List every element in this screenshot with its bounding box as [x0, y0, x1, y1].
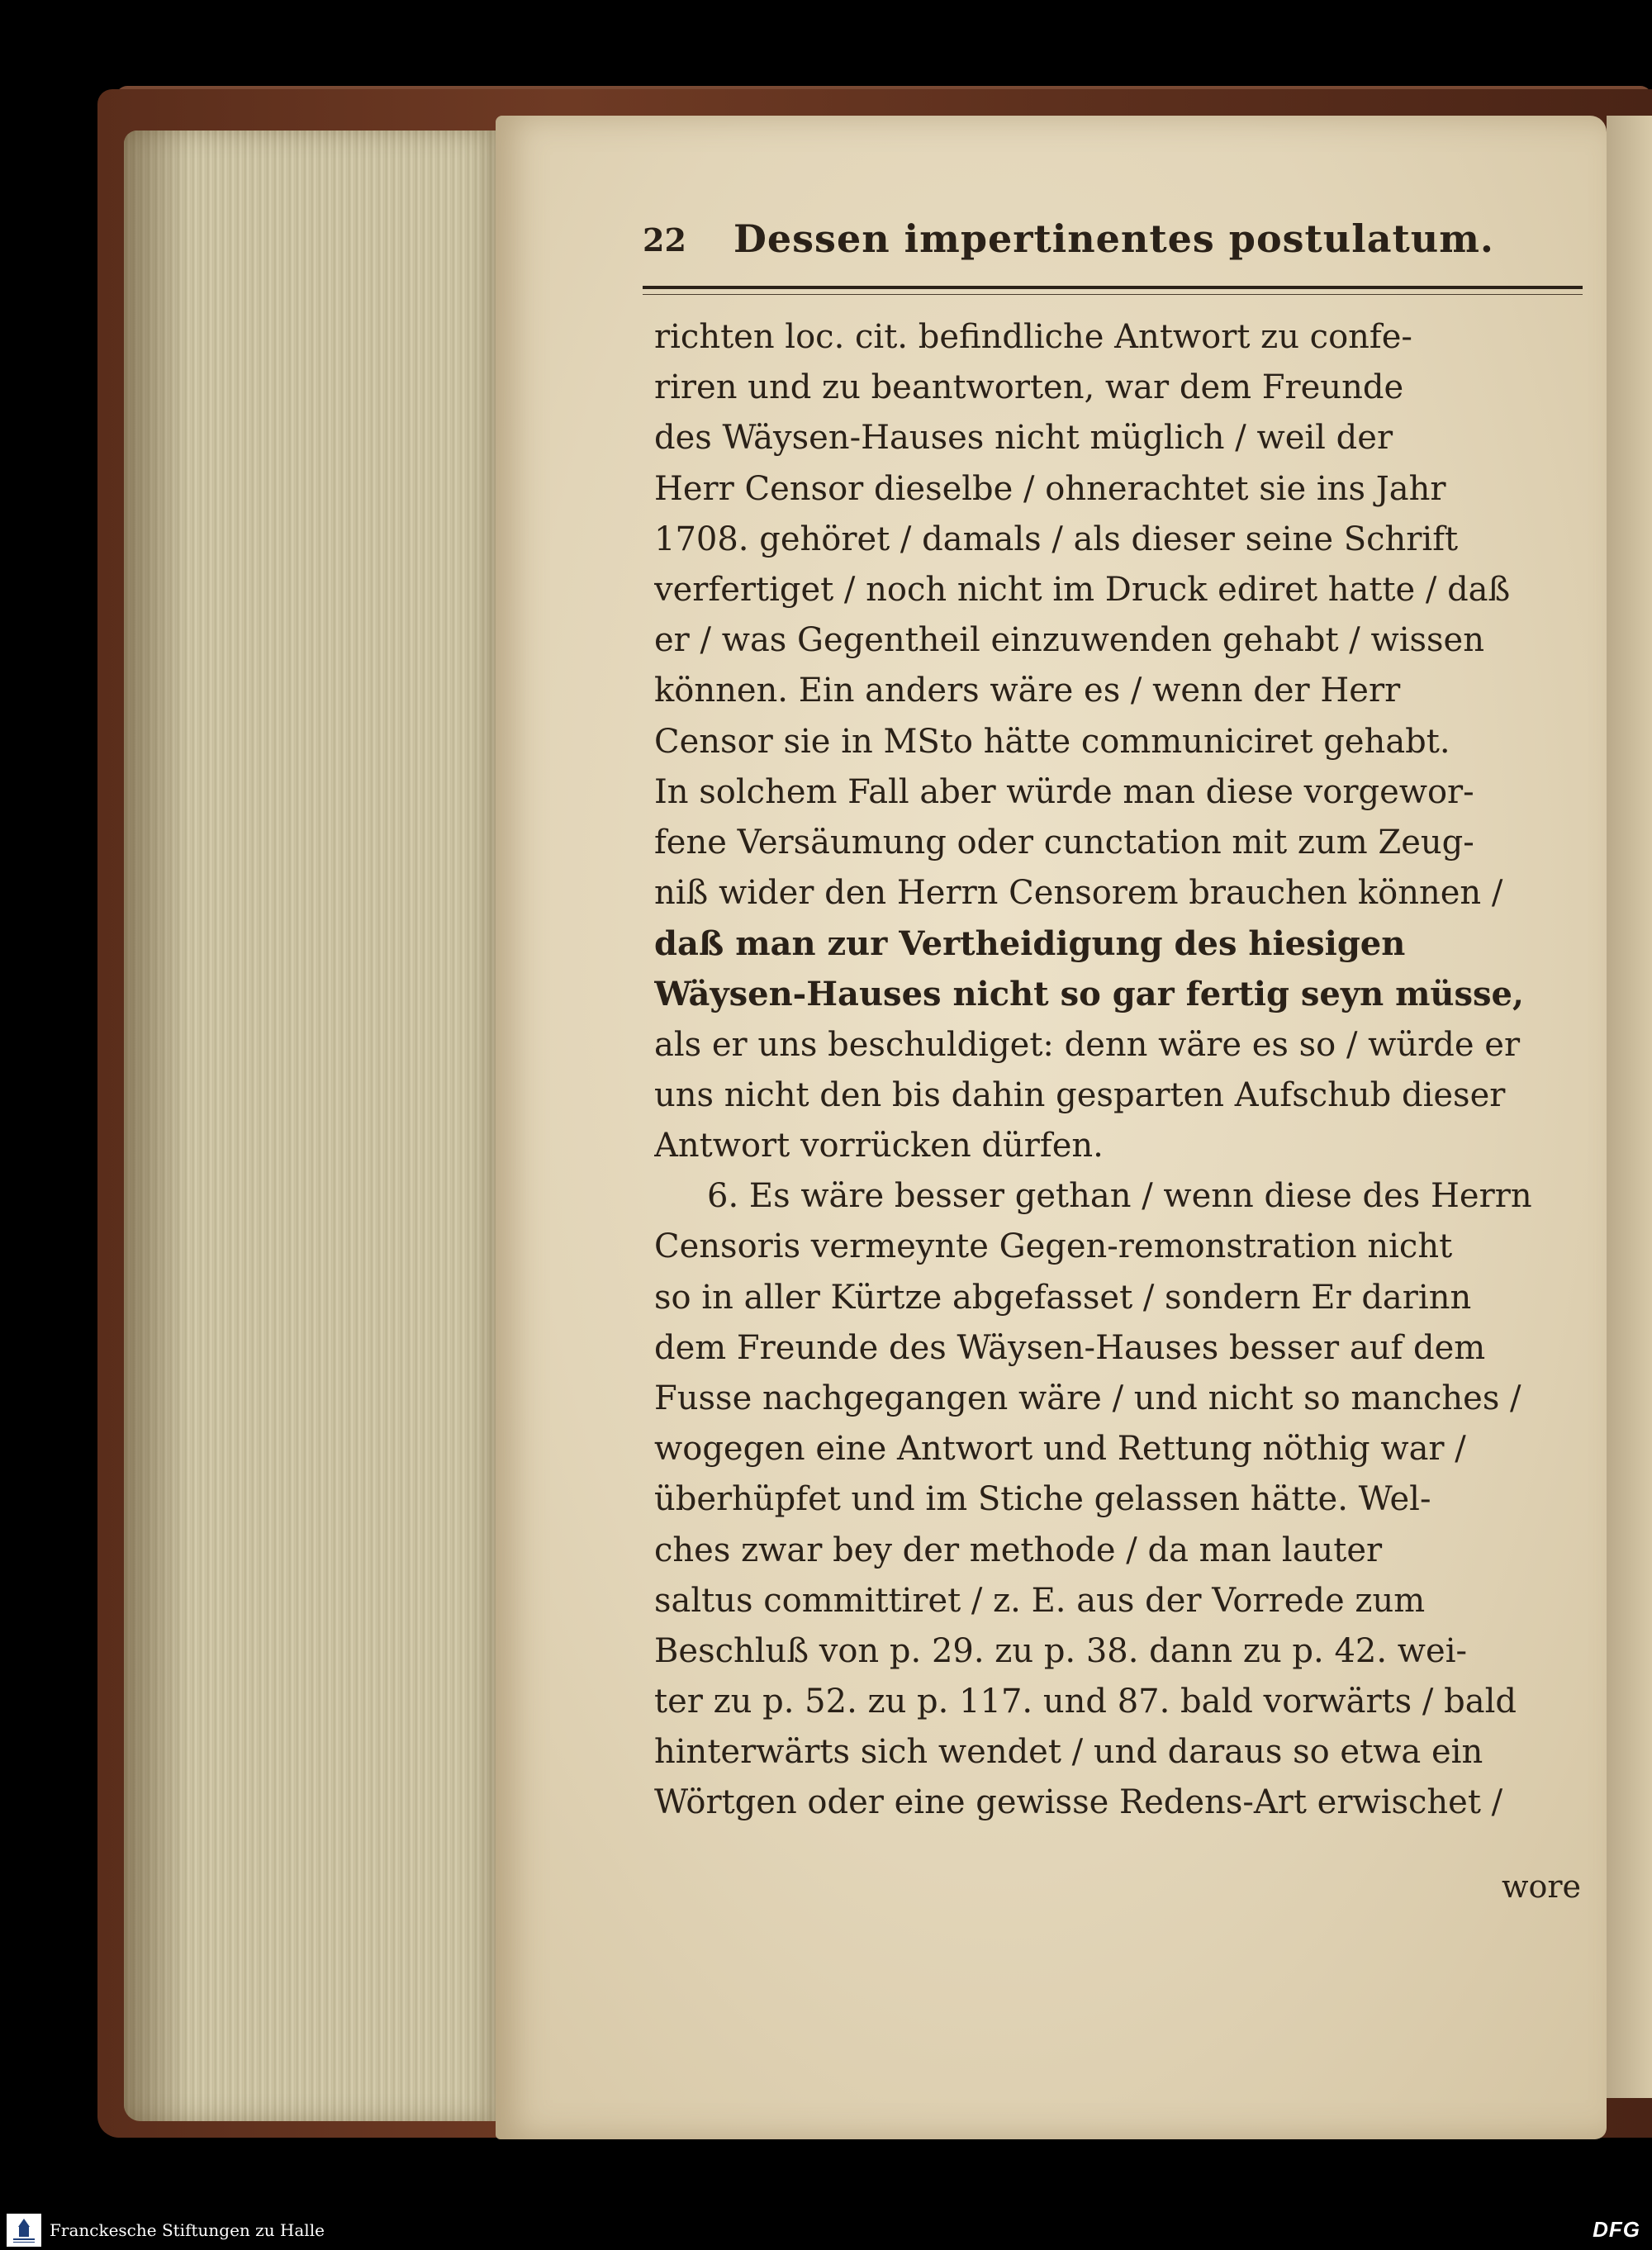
text-line: Wörtgen oder eine gewisse Redens-Art erwischet / — [654, 1783, 1503, 1822]
text-line: als er uns beschuldiget: denn wäre es so / würde er — [654, 1025, 1521, 1064]
text-line: 1708. gehöret / damals / als dieser seine Schrift — [654, 520, 1459, 558]
header-rule — [643, 286, 1583, 289]
text-line: hinterwärts sich wendet / und daraus so etwa ein — [654, 1733, 1483, 1772]
text-line: riren und zu beantworten, war dem Freunde — [654, 368, 1404, 407]
text-line: Wäysen-Hauses nicht so gar fertig seyn müsse, — [654, 975, 1524, 1014]
institution-label: Franckesche Stiftungen zu Halle — [50, 2220, 325, 2240]
institution-logo-icon — [7, 2214, 41, 2247]
text-line: fene Versäumung oder cunctation mit zum Zeug- — [654, 823, 1474, 862]
text-line: 6. Es wäre besser gethan / wenn diese des Herrn — [707, 1177, 1532, 1216]
text-line: ches zwar bey der methode / da man lauter — [654, 1531, 1383, 1569]
text-line: dem Freunde des Wäysen-Hauses besser auf dem — [654, 1328, 1486, 1367]
text-line: können. Ein anders wäre es / wenn der Herr — [654, 672, 1401, 710]
text-line: richten loc. cit. befindliche Antwort zu confe- — [654, 318, 1412, 356]
body-text — [654, 312, 1588, 1829]
text-line: Censoris vermeynte Gegen-remonstration nicht — [654, 1227, 1453, 1266]
text-line: Antwort vorrücken dürfen. — [654, 1127, 1104, 1165]
text-line: daß man zur Vertheidigung des hiesigen — [654, 924, 1406, 964]
text-line: Herr Censor dieselbe / ohnerachtet sie ins Jahr — [654, 469, 1446, 508]
text-line: er / was Gegentheil einzuwenden gehabt / wissen — [654, 621, 1484, 660]
text-line: überhüpfet und im Stiche gelassen hätte. Wel- — [654, 1480, 1431, 1519]
page-number: 22 — [643, 221, 686, 259]
text-line: verfertiget / noch nicht im Druck ediret hatte / daß — [654, 570, 1511, 609]
text-line: ter zu p. 52. zu p. 117. und 87. bald vorwärts / bald — [654, 1683, 1517, 1721]
text-line: wogegen eine Antwort und Rettung nöthig war / — [654, 1430, 1466, 1469]
text-line: Censor sie in MSto hätte communiciret gehabt. — [654, 722, 1450, 761]
catchword: wore — [1501, 1868, 1581, 1905]
page-header — [643, 216, 1584, 274]
text-line: Fusse nachgegangen wäre / und nicht so manches / — [654, 1379, 1521, 1417]
header-rule-thin — [643, 294, 1583, 295]
text-line: saltus committiret / z. E. aus der Vorrede zum — [654, 1581, 1426, 1620]
text-line: des Wäysen-Hauses nicht müglich / weil der — [654, 419, 1393, 458]
text-line: uns nicht den bis dahin gesparten Aufschub dieser — [654, 1075, 1506, 1114]
text-line: Beschluß von p. 29. zu p. 38. dann zu p. 42. wei- — [654, 1631, 1468, 1670]
facing-page-edge — [1607, 116, 1652, 2098]
funder-logo: DFG — [1593, 2217, 1640, 2242]
text-line: so in aller Kürtze abgefasset / sondern Er darinn — [654, 1278, 1472, 1317]
text-line: In solchem Fall aber würde man diese vorgewor- — [654, 772, 1474, 811]
text-line: niß wider den Herrn Censorem brauchen können / — [654, 874, 1503, 913]
page-block-shadow — [124, 131, 190, 2121]
running-head: Dessen impertinentes postulatum. — [733, 216, 1494, 261]
